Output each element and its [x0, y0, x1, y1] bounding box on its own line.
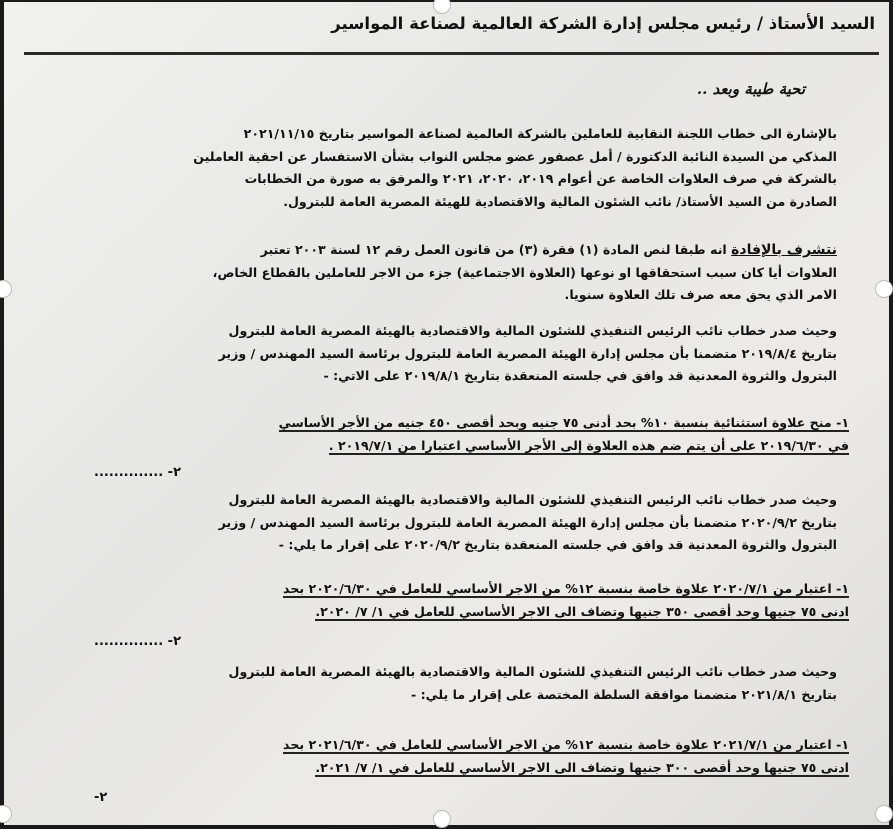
section-line: بتاريخ ٢٠١٩/٨/٤ متضمنا بأن مجلس إدارة الهيئة المصرية العامة للبترول برئاسة السيد المهندس / وزير — [218, 345, 837, 361]
item-line: ادنى ٧٥ جنيها وحد أقصى ٣٥٠ جنيها وتضاف الى الاجر الأساسي للعامل في ١/ ٧/ ٢٠٢٠. — [315, 604, 849, 619]
section-line: بتاريخ ٢٠٢٠/٩/٢ متضمنا بأن مجلس إدارة الهيئة المصرية العامة للبترول برئاسة السيد المهندس / وزير — [218, 514, 837, 530]
crop-handle-right[interactable] — [875, 280, 893, 298]
section-line: البترول والثروة المعدنية قد وافق في جلسته المنعقدة بتاريخ ٢٠٢٠/٩/٢ على إقرار ما يلي: - — [278, 537, 837, 552]
document-page — [4, 2, 889, 825]
intro-line: الصادرة من السيد الأستاذ/ نائب الشئون المالية والاقتصادية للهيئة المصرية العامة للبترول. — [283, 193, 837, 209]
crop-handle-bottom[interactable] — [433, 810, 451, 828]
notice-paragraph — [47, 239, 837, 307]
section-line: البترول والثروة المعدنية قد وافق في جلسته المنعقدة بتاريخ ٢٠١٩/٨/١ على الاتي: - — [323, 368, 837, 383]
section-2019-item — [39, 415, 849, 461]
item-line: ١- اعتبار من ٢٠٢٠/٧/١ علاوة خاصة بنسبة ١٢% من الاجر الأساسي للعامل في ٢٠٢٠/٦/٣٠ بحد — [283, 581, 849, 596]
section-2019-paragraph — [47, 320, 837, 388]
greeting: تحية طيبة وبعد .. — [696, 80, 805, 98]
section-2020-item — [39, 581, 849, 627]
item-line: ادنى ٧٥ جنيها وحد أقصى ٣٠٠ جنيها وتضاف الى الاجر الأساسي للعامل في ١/ ٧/ ٢٠٢١. — [315, 760, 849, 775]
section-2020-paragraph — [47, 489, 837, 557]
section-line: وحيث صدر خطاب نائب الرئيس التنفيذي للشئون المالية والاقتصادية بالهيئة المصرية العامة للبترول — [228, 664, 837, 679]
intro-line: بالشركة في صرف العلاوات الخاصة عن أعوام ٢٠١٩، ٢٠٢٠، ٢٠٢١ والمرفق به صورة من الخطابات — [244, 171, 837, 186]
crop-handle-bottom-right[interactable] — [875, 805, 893, 823]
item-line: ١- اعتبار من ٢٠٢١/٧/١ علاوة خاصة بنسبة ١٢% من الاجر الأساسي للعامل في ٢٠٢١/٦/٣٠ بحد — [283, 737, 849, 752]
notice-lead: نتشرف بالإفادة — [731, 242, 837, 258]
placeholder-dots: ٢- .............. — [94, 634, 181, 649]
placeholder-dots: ٢- .............. — [94, 465, 181, 480]
section-line: وحيث صدر خطاب نائب الرئيس التنفيذي للشئون المالية والاقتصادية بالهيئة المصرية العامة للبترول — [228, 323, 837, 338]
placeholder-dots: ٢- — [94, 790, 108, 805]
item-line: ١- منح علاوة استثنائية بنسبة ١٠% بحد أدنى ٧٥ جنيه وبحد أقصى ٤٥٠ جنيه من الأجر الأساسي — [278, 415, 849, 430]
notice-line: انه طبقا لنص المادة (١) فقرة (٣) من قانون العمل رقم ١٢ لسنة ٢٠٠٣ تعتبر — [260, 242, 732, 257]
item-line: في ٢٠١٩/٦/٣٠ على أن يتم ضم هذه العلاوة إلى الأجر الأساسي اعتبارا من ٢٠١٩/٧/١ . — [328, 438, 849, 453]
addressee-header: السيد الأستاذ / رئيس مجلس إدارة الشركة العالمية لصناعة المواسير — [331, 14, 875, 33]
intro-paragraph — [47, 123, 837, 213]
section-2021-paragraph — [47, 661, 837, 706]
intro-line: المذكي من السيدة النائبة الدكتورة / أمل عصفور عضو مجلس النواب بشأن الاستفسار عن احقية العاملين — [193, 148, 837, 164]
section-line: بتاريخ ٢٠٢١/٨/١ متضمنا موافقة السلطة المختصة على إقرار ما يلي: - — [411, 686, 837, 702]
notice-line: الامر الذي يحق معه صرف تلك العلاوة سنويا. — [564, 287, 837, 302]
notice-line: العلاوات أيا كان سبب استحقاقها او نوعها (العلاوة الاجتماعية) جزء من الاجر للعاملين بالقطاع الخاص، — [212, 264, 837, 280]
header-underline — [24, 52, 879, 55]
intro-line: بالإشارة الى خطاب اللجنة النقابية للعاملين بالشركة العالمية لصناعة المواسير بتاريخ ٢٠٢١/١١/١٥ — [243, 126, 837, 141]
section-line: وحيث صدر خطاب نائب الرئيس التنفيذي للشئون المالية والاقتصادية بالهيئة المصرية العامة للبترول — [228, 492, 837, 507]
section-2021-item — [39, 737, 849, 783]
